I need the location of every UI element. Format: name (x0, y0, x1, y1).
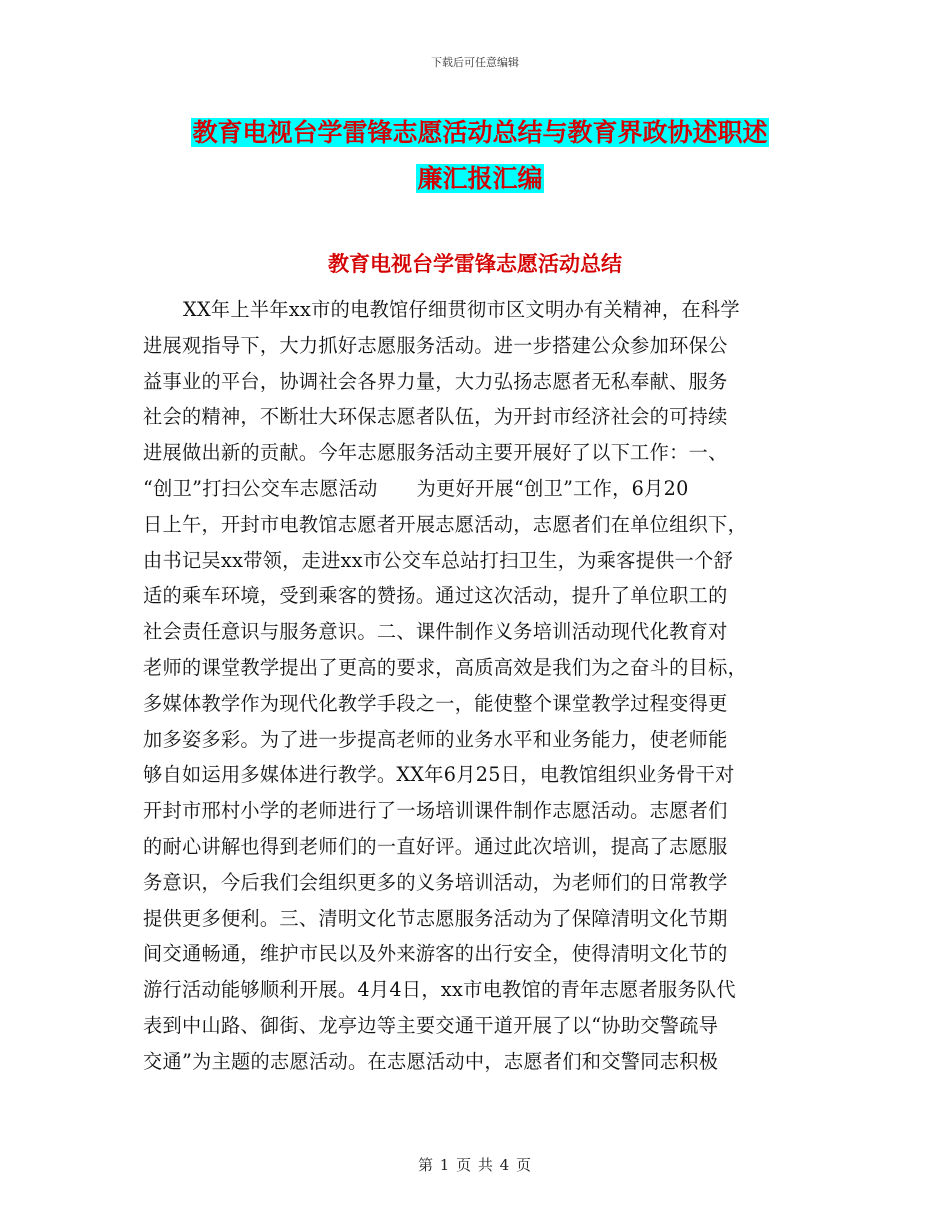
body-line: 提供更多便利。三、清明文化节志愿服务活动为了保障清明文化节期 (143, 906, 728, 930)
body-line: 老师的课堂教学提出了更高的要求，高质高效是我们为之奋斗的目标， (143, 655, 748, 679)
body-line: 游行活动能够顺利开展。4月4日，xx市电教馆的青年志愿者服务队代 (143, 978, 736, 1002)
body-line: 交通”为主题的志愿活动。在志愿活动中，志愿者们和交警同志积极 (143, 1049, 719, 1073)
body-line: 适的乘车环境，受到乘客的赞扬。通过这次活动，提升了单位职工的 (143, 584, 728, 608)
body-line: 日上午，开封市电教馆志愿者开展志愿活动，志愿者们在单位组织下， (143, 512, 748, 536)
body-line: 进展做出新的贡献。今年志愿服务活动主要开展好了以下工作：一、 (143, 441, 728, 465)
body-line: 进展观指导下，大力抓好志愿服务活动。进一步搭建公众参加环保公 (143, 333, 728, 357)
body-text (143, 292, 823, 1080)
body-line: “创卫”打扫公交车志愿活动 为更好开展“创卫”工作，6月20 (143, 476, 689, 500)
body-line: XX年上半年xx市的电教馆仔细贯彻市区文明办有关精神，在科学 (183, 298, 740, 321)
body-line: 间交通畅通，维护市民以及外来游客的出行安全，使得清明文化节的 (143, 942, 728, 966)
body-line: 多媒体教学作为现代化教学手段之一，能使整个课堂教学过程变得更 (143, 691, 728, 715)
body-line: 够自如运用多媒体进行教学。XX年6月25日，电教馆组织业务骨干对 (143, 763, 735, 787)
title-line-1: 教育电视台学雷锋志愿活动总结与教育界政协述职述 (192, 118, 768, 147)
body-line: 开封市邢村小学的老师进行了一场培训课件制作志愿活动。志愿者们 (143, 799, 728, 823)
body-line: 加多姿多彩。为了进一步提高老师的业务水平和业务能力，使老师能 (143, 727, 728, 751)
section-title: 教育电视台学雷锋志愿活动总结 (328, 252, 622, 276)
header-note: 下载后可任意编辑 (431, 56, 519, 69)
page-footer: 第 1 页 共 4 页 (418, 1156, 532, 1174)
body-line: 由书记吴xx带领，走进xx市公交车总站打扫卫生，为乘客提供一个舒 (143, 548, 734, 572)
title-line-2: 廉汇报汇编 (417, 164, 543, 193)
body-line: 表到中山路、御街、龙亭边等主要交通干道开展了以“协助交警疏导 (143, 1013, 719, 1037)
body-line: 益事业的平台，协调社会各界力量，大力弘扬志愿者无私奉献、服务 (143, 369, 728, 393)
body-line: 务意识，今后我们会组织更多的义务培训活动，为老师们的日常教学 (143, 870, 728, 894)
document-title (150, 110, 810, 202)
body-line: 社会责任意识与服务意识。二、课件制作义务培训活动现代化教育对 (143, 620, 728, 644)
body-line: 社会的精神，不断壮大环保志愿者队伍，为开封市经济社会的可持续 (143, 405, 728, 429)
body-line: 的耐心讲解也得到老师们的一直好评。通过此次培训，提高了志愿服 (143, 834, 728, 858)
